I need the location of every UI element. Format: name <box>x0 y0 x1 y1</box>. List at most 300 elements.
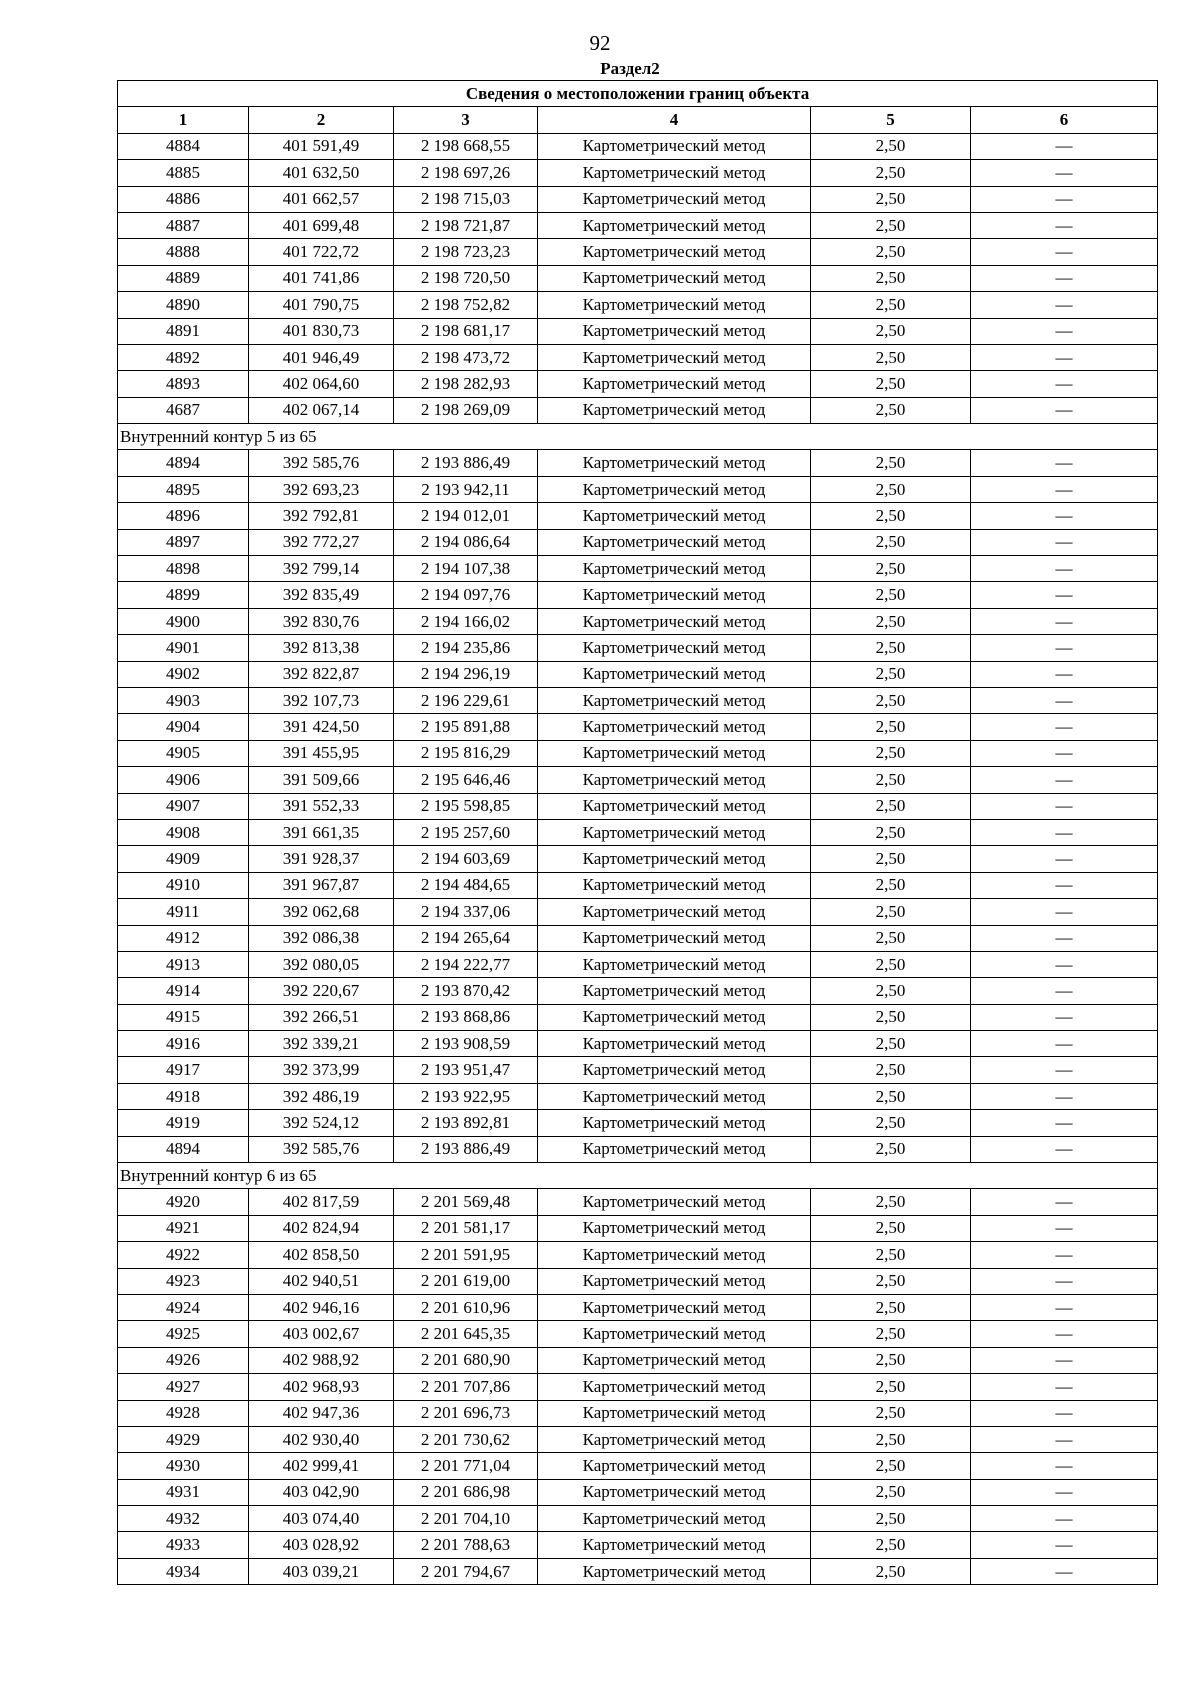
accuracy-cell: 2,50 <box>811 846 971 872</box>
y-coordinate-cell: 2 195 891,88 <box>394 714 538 740</box>
description-cell: — <box>971 239 1158 265</box>
accuracy-cell: 2,50 <box>811 1294 971 1320</box>
description-cell: — <box>971 872 1158 898</box>
method-cell: Картометрический метод <box>538 793 811 819</box>
description-cell: — <box>971 767 1158 793</box>
point-number-cell: 4887 <box>118 212 249 238</box>
x-coordinate-cell: 392 585,76 <box>249 450 394 476</box>
point-number-cell: 4889 <box>118 265 249 291</box>
accuracy-cell: 2,50 <box>811 767 971 793</box>
description-cell: — <box>971 1136 1158 1162</box>
accuracy-cell: 2,50 <box>811 1453 971 1479</box>
table-row <box>118 872 1158 898</box>
accuracy-cell: 2,50 <box>811 1374 971 1400</box>
accuracy-cell: 2,50 <box>811 1110 971 1136</box>
method-cell: Картометрический метод <box>538 1189 811 1215</box>
point-number-cell: 4687 <box>118 397 249 423</box>
table-row <box>118 582 1158 608</box>
method-cell: Картометрический метод <box>538 1558 811 1584</box>
description-cell: — <box>971 212 1158 238</box>
description-cell: — <box>971 1506 1158 1532</box>
table-body <box>118 133 1158 1584</box>
method-cell: Картометрический метод <box>538 371 811 397</box>
accuracy-cell: 2,50 <box>811 1532 971 1558</box>
x-coordinate-cell: 392 086,38 <box>249 925 394 951</box>
point-number-cell: 4885 <box>118 160 249 186</box>
description-cell: — <box>971 556 1158 582</box>
x-coordinate-cell: 402 817,59 <box>249 1189 394 1215</box>
table-row <box>118 1031 1158 1057</box>
x-coordinate-cell: 402 940,51 <box>249 1268 394 1294</box>
method-cell: Картометрический метод <box>538 872 811 898</box>
method-cell: Картометрический метод <box>538 1031 811 1057</box>
x-coordinate-cell: 392 792,81 <box>249 503 394 529</box>
point-number-cell: 4899 <box>118 582 249 608</box>
x-coordinate-cell: 401 632,50 <box>249 160 394 186</box>
table-row <box>118 212 1158 238</box>
point-number-cell: 4893 <box>118 371 249 397</box>
method-cell: Картометрический метод <box>538 608 811 634</box>
point-number-cell: 4895 <box>118 476 249 502</box>
section-title: Раздел2 <box>600 59 660 78</box>
table-row <box>118 1110 1158 1136</box>
table-row <box>118 371 1158 397</box>
y-coordinate-cell: 2 196 229,61 <box>394 687 538 713</box>
method-cell: Картометрический метод <box>538 767 811 793</box>
accuracy-cell: 2,50 <box>811 503 971 529</box>
y-coordinate-cell: 2 201 591,95 <box>394 1242 538 1268</box>
accuracy-cell: 2,50 <box>811 714 971 740</box>
x-coordinate-cell: 392 339,21 <box>249 1031 394 1057</box>
description-cell: — <box>971 740 1158 766</box>
table-row <box>118 1004 1158 1030</box>
y-coordinate-cell: 2 193 886,49 <box>394 1136 538 1162</box>
accuracy-cell: 2,50 <box>811 687 971 713</box>
method-cell: Картометрический метод <box>538 1347 811 1373</box>
method-cell: Картометрический метод <box>538 1268 811 1294</box>
table-row <box>118 344 1158 370</box>
description-cell: — <box>971 186 1158 212</box>
y-coordinate-cell: 2 198 723,23 <box>394 239 538 265</box>
table-row <box>118 265 1158 291</box>
y-coordinate-cell: 2 198 720,50 <box>394 265 538 291</box>
x-coordinate-cell: 402 067,14 <box>249 397 394 423</box>
x-coordinate-cell: 392 772,27 <box>249 529 394 555</box>
method-cell: Картометрический метод <box>538 1532 811 1558</box>
y-coordinate-cell: 2 201 581,17 <box>394 1215 538 1241</box>
y-coordinate-cell: 2 201 704,10 <box>394 1506 538 1532</box>
point-number-cell: 4921 <box>118 1215 249 1241</box>
column-header-3: 3 <box>394 107 538 133</box>
point-number-cell: 4903 <box>118 687 249 713</box>
x-coordinate-cell: 391 509,66 <box>249 767 394 793</box>
x-coordinate-cell: 402 930,40 <box>249 1426 394 1452</box>
column-header-4: 4 <box>538 107 811 133</box>
table-header-row <box>118 107 1158 133</box>
y-coordinate-cell: 2 194 296,19 <box>394 661 538 687</box>
accuracy-cell: 2,50 <box>811 925 971 951</box>
method-cell: Картометрический метод <box>538 846 811 872</box>
method-cell: Картометрический метод <box>538 133 811 159</box>
point-number-cell: 4906 <box>118 767 249 793</box>
table-row <box>118 1506 1158 1532</box>
description-cell: — <box>971 582 1158 608</box>
description-cell: — <box>971 318 1158 344</box>
y-coordinate-cell: 2 194 086,64 <box>394 529 538 555</box>
table-row <box>118 1400 1158 1426</box>
point-number-cell: 4911 <box>118 899 249 925</box>
table-caption-row <box>118 81 1158 107</box>
description-cell: — <box>971 714 1158 740</box>
x-coordinate-cell: 401 741,86 <box>249 265 394 291</box>
y-coordinate-cell: 2 198 282,93 <box>394 371 538 397</box>
point-number-cell: 4896 <box>118 503 249 529</box>
x-coordinate-cell: 403 074,40 <box>249 1506 394 1532</box>
y-coordinate-cell: 2 193 951,47 <box>394 1057 538 1083</box>
method-cell: Картометрический метод <box>538 1110 811 1136</box>
y-coordinate-cell: 2 194 265,64 <box>394 925 538 951</box>
accuracy-cell: 2,50 <box>811 556 971 582</box>
x-coordinate-cell: 392 062,68 <box>249 899 394 925</box>
method-cell: Картометрический метод <box>538 1400 811 1426</box>
column-header-5: 5 <box>811 107 971 133</box>
y-coordinate-cell: 2 198 721,87 <box>394 212 538 238</box>
method-cell: Картометрический метод <box>538 239 811 265</box>
method-cell: Картометрический метод <box>538 1215 811 1241</box>
point-number-cell: 4897 <box>118 529 249 555</box>
method-cell: Картометрический метод <box>538 1506 811 1532</box>
table-row <box>118 1347 1158 1373</box>
description-cell: — <box>971 846 1158 872</box>
y-coordinate-cell: 2 201 771,04 <box>394 1453 538 1479</box>
table-row <box>118 556 1158 582</box>
method-cell: Картометрический метод <box>538 1136 811 1162</box>
accuracy-cell: 2,50 <box>811 133 971 159</box>
point-number-cell: 4916 <box>118 1031 249 1057</box>
y-coordinate-cell: 2 194 235,86 <box>394 635 538 661</box>
x-coordinate-cell: 401 790,75 <box>249 292 394 318</box>
table-row <box>118 687 1158 713</box>
description-cell: — <box>971 1426 1158 1452</box>
method-cell: Картометрический метод <box>538 951 811 977</box>
table-row <box>118 1136 1158 1162</box>
x-coordinate-cell: 392 813,38 <box>249 635 394 661</box>
table-row <box>118 1532 1158 1558</box>
method-cell: Картометрический метод <box>538 1057 811 1083</box>
point-number-cell: 4892 <box>118 344 249 370</box>
method-cell: Картометрический метод <box>538 740 811 766</box>
description-cell: — <box>971 1347 1158 1373</box>
point-number-cell: 4923 <box>118 1268 249 1294</box>
y-coordinate-cell: 2 195 816,29 <box>394 740 538 766</box>
method-cell: Картометрический метод <box>538 661 811 687</box>
contour-header-row <box>118 424 1158 450</box>
y-coordinate-cell: 2 193 886,49 <box>394 450 538 476</box>
x-coordinate-cell: 391 455,95 <box>249 740 394 766</box>
table-row <box>118 740 1158 766</box>
accuracy-cell: 2,50 <box>811 1347 971 1373</box>
method-cell: Картометрический метод <box>538 476 811 502</box>
accuracy-cell: 2,50 <box>811 978 971 1004</box>
x-coordinate-cell: 402 858,50 <box>249 1242 394 1268</box>
x-coordinate-cell: 392 373,99 <box>249 1057 394 1083</box>
description-cell: — <box>971 687 1158 713</box>
method-cell: Картометрический метод <box>538 265 811 291</box>
method-cell: Картометрический метод <box>538 899 811 925</box>
accuracy-cell: 2,50 <box>811 1215 971 1241</box>
x-coordinate-cell: 403 039,21 <box>249 1558 394 1584</box>
accuracy-cell: 2,50 <box>811 1400 971 1426</box>
point-number-cell: 4929 <box>118 1426 249 1452</box>
column-header-1: 1 <box>118 107 249 133</box>
point-number-cell: 4901 <box>118 635 249 661</box>
accuracy-cell: 2,50 <box>811 793 971 819</box>
y-coordinate-cell: 2 195 646,46 <box>394 767 538 793</box>
point-number-cell: 4927 <box>118 1374 249 1400</box>
table-row <box>118 1321 1158 1347</box>
description-cell: — <box>971 1558 1158 1584</box>
accuracy-cell: 2,50 <box>811 239 971 265</box>
accuracy-cell: 2,50 <box>811 740 971 766</box>
table-row <box>118 1374 1158 1400</box>
x-coordinate-cell: 391 928,37 <box>249 846 394 872</box>
point-number-cell: 4915 <box>118 1004 249 1030</box>
point-number-cell: 4926 <box>118 1347 249 1373</box>
accuracy-cell: 2,50 <box>811 872 971 898</box>
method-cell: Картометрический метод <box>538 925 811 951</box>
point-number-cell: 4886 <box>118 186 249 212</box>
y-coordinate-cell: 2 198 752,82 <box>394 292 538 318</box>
description-cell: — <box>971 1215 1158 1241</box>
table-row <box>118 318 1158 344</box>
table-row <box>118 450 1158 476</box>
y-coordinate-cell: 2 201 794,67 <box>394 1558 538 1584</box>
y-coordinate-cell: 2 194 012,01 <box>394 503 538 529</box>
point-number-cell: 4900 <box>118 608 249 634</box>
table-row <box>118 1294 1158 1320</box>
point-number-cell: 4898 <box>118 556 249 582</box>
description-cell: — <box>971 1374 1158 1400</box>
accuracy-cell: 2,50 <box>811 529 971 555</box>
table-row <box>118 292 1158 318</box>
y-coordinate-cell: 2 193 868,86 <box>394 1004 538 1030</box>
description-cell: — <box>971 371 1158 397</box>
table-row <box>118 661 1158 687</box>
table-row <box>118 951 1158 977</box>
method-cell: Картометрический метод <box>538 160 811 186</box>
description-cell: — <box>971 476 1158 502</box>
point-number-cell: 4922 <box>118 1242 249 1268</box>
point-number-cell: 4888 <box>118 239 249 265</box>
table-row <box>118 186 1158 212</box>
point-number-cell: 4919 <box>118 1110 249 1136</box>
accuracy-cell: 2,50 <box>811 1004 971 1030</box>
x-coordinate-cell: 403 028,92 <box>249 1532 394 1558</box>
point-number-cell: 4920 <box>118 1189 249 1215</box>
accuracy-cell: 2,50 <box>811 160 971 186</box>
accuracy-cell: 2,50 <box>811 265 971 291</box>
table-caption: Сведения о местоположении границ объекта <box>118 81 1158 107</box>
description-cell: — <box>971 1242 1158 1268</box>
point-number-cell: 4925 <box>118 1321 249 1347</box>
description-cell: — <box>971 925 1158 951</box>
accuracy-cell: 2,50 <box>811 476 971 502</box>
y-coordinate-cell: 2 193 870,42 <box>394 978 538 1004</box>
method-cell: Картометрический метод <box>538 1453 811 1479</box>
x-coordinate-cell: 401 662,57 <box>249 186 394 212</box>
x-coordinate-cell: 402 999,41 <box>249 1453 394 1479</box>
x-coordinate-cell: 401 946,49 <box>249 344 394 370</box>
x-coordinate-cell: 402 946,16 <box>249 1294 394 1320</box>
table-row <box>118 767 1158 793</box>
accuracy-cell: 2,50 <box>811 292 971 318</box>
method-cell: Картометрический метод <box>538 1374 811 1400</box>
page-number: 92 <box>589 31 611 55</box>
method-cell: Картометрический метод <box>538 978 811 1004</box>
method-cell: Картометрический метод <box>538 582 811 608</box>
method-cell: Картометрический метод <box>538 556 811 582</box>
column-header-2: 2 <box>249 107 394 133</box>
method-cell: Картометрический метод <box>538 819 811 845</box>
table-row <box>118 635 1158 661</box>
y-coordinate-cell: 2 195 257,60 <box>394 819 538 845</box>
y-coordinate-cell: 2 194 337,06 <box>394 899 538 925</box>
accuracy-cell: 2,50 <box>811 1057 971 1083</box>
x-coordinate-cell: 402 064,60 <box>249 371 394 397</box>
method-cell: Картометрический метод <box>538 503 811 529</box>
accuracy-cell: 2,50 <box>811 1506 971 1532</box>
x-coordinate-cell: 392 107,73 <box>249 687 394 713</box>
point-number-cell: 4913 <box>118 951 249 977</box>
table-row <box>118 529 1158 555</box>
description-cell: — <box>971 661 1158 687</box>
method-cell: Картометрический метод <box>538 450 811 476</box>
description-cell: — <box>971 1400 1158 1426</box>
point-number-cell: 4908 <box>118 819 249 845</box>
accuracy-cell: 2,50 <box>811 582 971 608</box>
table-row <box>118 899 1158 925</box>
x-coordinate-cell: 402 968,93 <box>249 1374 394 1400</box>
x-coordinate-cell: 392 486,19 <box>249 1083 394 1109</box>
point-number-cell: 4931 <box>118 1479 249 1505</box>
x-coordinate-cell: 392 266,51 <box>249 1004 394 1030</box>
accuracy-cell: 2,50 <box>811 1479 971 1505</box>
y-coordinate-cell: 2 201 645,35 <box>394 1321 538 1347</box>
contour-header-row <box>118 1163 1158 1189</box>
table-row <box>118 239 1158 265</box>
description-cell: — <box>971 503 1158 529</box>
accuracy-cell: 2,50 <box>811 186 971 212</box>
description-cell: — <box>971 793 1158 819</box>
point-number-cell: 4930 <box>118 1453 249 1479</box>
method-cell: Картометрический метод <box>538 1083 811 1109</box>
method-cell: Картометрический метод <box>538 687 811 713</box>
point-number-cell: 4905 <box>118 740 249 766</box>
y-coordinate-cell: 2 198 697,26 <box>394 160 538 186</box>
description-cell: — <box>971 1294 1158 1320</box>
description-cell: — <box>971 1189 1158 1215</box>
y-coordinate-cell: 2 194 166,02 <box>394 608 538 634</box>
method-cell: Картометрический метод <box>538 635 811 661</box>
description-cell: — <box>971 1057 1158 1083</box>
y-coordinate-cell: 2 201 569,48 <box>394 1189 538 1215</box>
contour-label: Внутренний контур 5 из 65 <box>118 424 1158 450</box>
method-cell: Картометрический метод <box>538 344 811 370</box>
y-coordinate-cell: 2 194 097,76 <box>394 582 538 608</box>
description-cell: — <box>971 344 1158 370</box>
x-coordinate-cell: 391 661,35 <box>249 819 394 845</box>
accuracy-cell: 2,50 <box>811 635 971 661</box>
point-number-cell: 4914 <box>118 978 249 1004</box>
y-coordinate-cell: 2 194 603,69 <box>394 846 538 872</box>
description-cell: — <box>971 292 1158 318</box>
description-cell: — <box>971 1321 1158 1347</box>
x-coordinate-cell: 402 947,36 <box>249 1400 394 1426</box>
description-cell: — <box>971 608 1158 634</box>
description-cell: — <box>971 635 1158 661</box>
description-cell: — <box>971 899 1158 925</box>
method-cell: Картометрический метод <box>538 1004 811 1030</box>
point-number-cell: 4917 <box>118 1057 249 1083</box>
x-coordinate-cell: 392 220,67 <box>249 978 394 1004</box>
method-cell: Картометрический метод <box>538 318 811 344</box>
table-row <box>118 503 1158 529</box>
x-coordinate-cell: 392 693,23 <box>249 476 394 502</box>
table-row <box>118 819 1158 845</box>
point-number-cell: 4912 <box>118 925 249 951</box>
accuracy-cell: 2,50 <box>811 1321 971 1347</box>
accuracy-cell: 2,50 <box>811 371 971 397</box>
y-coordinate-cell: 2 194 107,38 <box>394 556 538 582</box>
description-cell: — <box>971 1004 1158 1030</box>
table-row <box>118 1268 1158 1294</box>
accuracy-cell: 2,50 <box>811 1083 971 1109</box>
y-coordinate-cell: 2 194 222,77 <box>394 951 538 977</box>
y-coordinate-cell: 2 193 922,95 <box>394 1083 538 1109</box>
x-coordinate-cell: 392 585,76 <box>249 1136 394 1162</box>
x-coordinate-cell: 392 080,05 <box>249 951 394 977</box>
table-row <box>118 160 1158 186</box>
y-coordinate-cell: 2 201 686,98 <box>394 1479 538 1505</box>
x-coordinate-cell: 392 835,49 <box>249 582 394 608</box>
method-cell: Картометрический метод <box>538 714 811 740</box>
description-cell: — <box>971 529 1158 555</box>
accuracy-cell: 2,50 <box>811 450 971 476</box>
x-coordinate-cell: 403 002,67 <box>249 1321 394 1347</box>
point-number-cell: 4910 <box>118 872 249 898</box>
point-number-cell: 4932 <box>118 1506 249 1532</box>
accuracy-cell: 2,50 <box>811 318 971 344</box>
table-row <box>118 397 1158 423</box>
accuracy-cell: 2,50 <box>811 608 971 634</box>
accuracy-cell: 2,50 <box>811 1242 971 1268</box>
description-cell: — <box>971 450 1158 476</box>
method-cell: Картометрический метод <box>538 186 811 212</box>
accuracy-cell: 2,50 <box>811 1426 971 1452</box>
y-coordinate-cell: 2 201 610,96 <box>394 1294 538 1320</box>
y-coordinate-cell: 2 193 908,59 <box>394 1031 538 1057</box>
y-coordinate-cell: 2 198 269,09 <box>394 397 538 423</box>
x-coordinate-cell: 391 552,33 <box>249 793 394 819</box>
y-coordinate-cell: 2 195 598,85 <box>394 793 538 819</box>
accuracy-cell: 2,50 <box>811 951 971 977</box>
y-coordinate-cell: 2 201 730,62 <box>394 1426 538 1452</box>
y-coordinate-cell: 2 198 473,72 <box>394 344 538 370</box>
contour-label: Внутренний контур 6 из 65 <box>118 1163 1158 1189</box>
point-number-cell: 4904 <box>118 714 249 740</box>
point-number-cell: 4928 <box>118 1400 249 1426</box>
point-number-cell: 4890 <box>118 292 249 318</box>
